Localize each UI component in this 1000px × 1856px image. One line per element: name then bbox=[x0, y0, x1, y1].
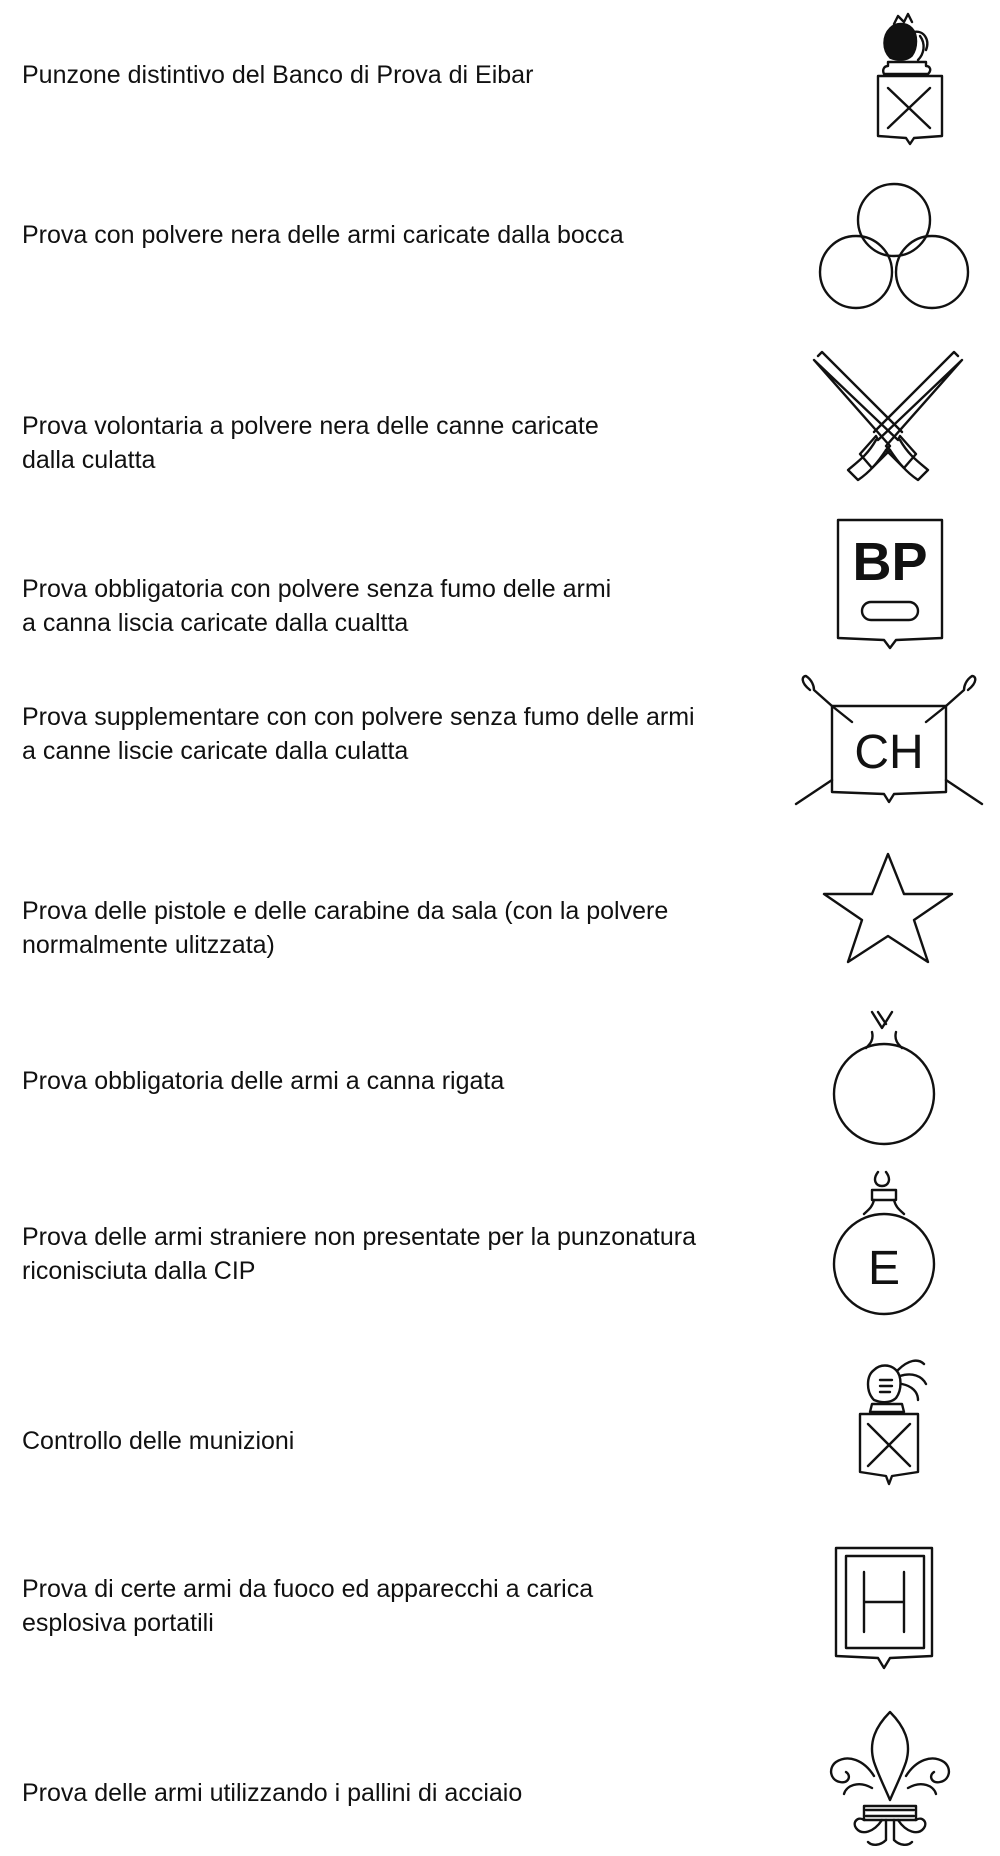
row-11-description bbox=[22, 1776, 782, 1810]
row-9-line-1: Controllo delle munizioni bbox=[22, 1427, 295, 1455]
row-7-line-1: Prova obbligatoria delle armi a canna rigata bbox=[22, 1067, 505, 1095]
grenade-e-letter: E bbox=[867, 1242, 901, 1295]
row-5-line-1: Prova supplementare con con polvere senza fumo delle armi bbox=[22, 703, 695, 731]
star-icon bbox=[822, 850, 958, 966]
row-1-description bbox=[22, 58, 782, 92]
row-6-description bbox=[22, 894, 782, 962]
row-2-line-1: Prova con polvere nera delle armi caricate dalla bocca bbox=[22, 221, 624, 249]
row-9-description bbox=[22, 1424, 782, 1458]
row-5-line-2: a canne liscie caricate dalla culatta bbox=[22, 737, 409, 765]
grenade-circle-icon bbox=[826, 1010, 942, 1146]
row-10-description bbox=[22, 1572, 782, 1640]
row-7-description bbox=[22, 1064, 782, 1098]
shield-ch-crossed-swords-icon bbox=[792, 676, 986, 808]
row-3-description bbox=[22, 409, 782, 477]
row-3-line-1: Prova volontaria a polvere nera delle canne caricate bbox=[22, 412, 599, 440]
shield-bp-letters: BP bbox=[852, 532, 928, 592]
helmet-shield-x-icon bbox=[860, 14, 960, 150]
row-4-description bbox=[22, 572, 782, 640]
row-2-description bbox=[22, 218, 782, 252]
row-3-line-2: dalla culatta bbox=[22, 446, 156, 474]
shield-ch-letters: CH bbox=[854, 726, 924, 779]
three-circles-icon bbox=[816, 182, 972, 312]
row-8-line-1: Prova delle armi straniere non presentate per la punzonatura bbox=[22, 1223, 697, 1251]
row-4-line-1: Prova obbligatoria con polvere senza fumo delle armi bbox=[22, 575, 612, 603]
row-6-line-2: normalmente ulitzzata) bbox=[22, 931, 275, 959]
row-5-description bbox=[22, 700, 782, 768]
crossed-rifles-icon bbox=[808, 346, 968, 486]
small-helmet-shield-x-icon bbox=[852, 1354, 938, 1490]
row-1-line-1: Punzone distintivo del Banco di Prova di Eibar bbox=[22, 61, 534, 89]
row-10-line-2: esplosiva portatili bbox=[22, 1609, 214, 1637]
row-10-line-1: Prova di certe armi da fuoco ed apparecchi a carica bbox=[22, 1575, 594, 1603]
grenade-e-icon bbox=[826, 1170, 942, 1316]
fleur-de-lis-icon bbox=[828, 1710, 952, 1852]
row-8-description bbox=[22, 1220, 782, 1288]
shield-h-icon bbox=[832, 1544, 936, 1674]
row-6-line-1: Prova delle pistole e delle carabine da sala (con la polvere bbox=[22, 897, 669, 925]
row-8-line-2: riconisciuta dalla CIP bbox=[22, 1257, 256, 1285]
shield-bp-icon bbox=[832, 516, 948, 652]
row-11-line-1: Prova delle armi utilizzando i pallini di acciaio bbox=[22, 1779, 523, 1807]
row-4-line-2: a canna liscia caricate dalla cualtta bbox=[22, 609, 409, 637]
